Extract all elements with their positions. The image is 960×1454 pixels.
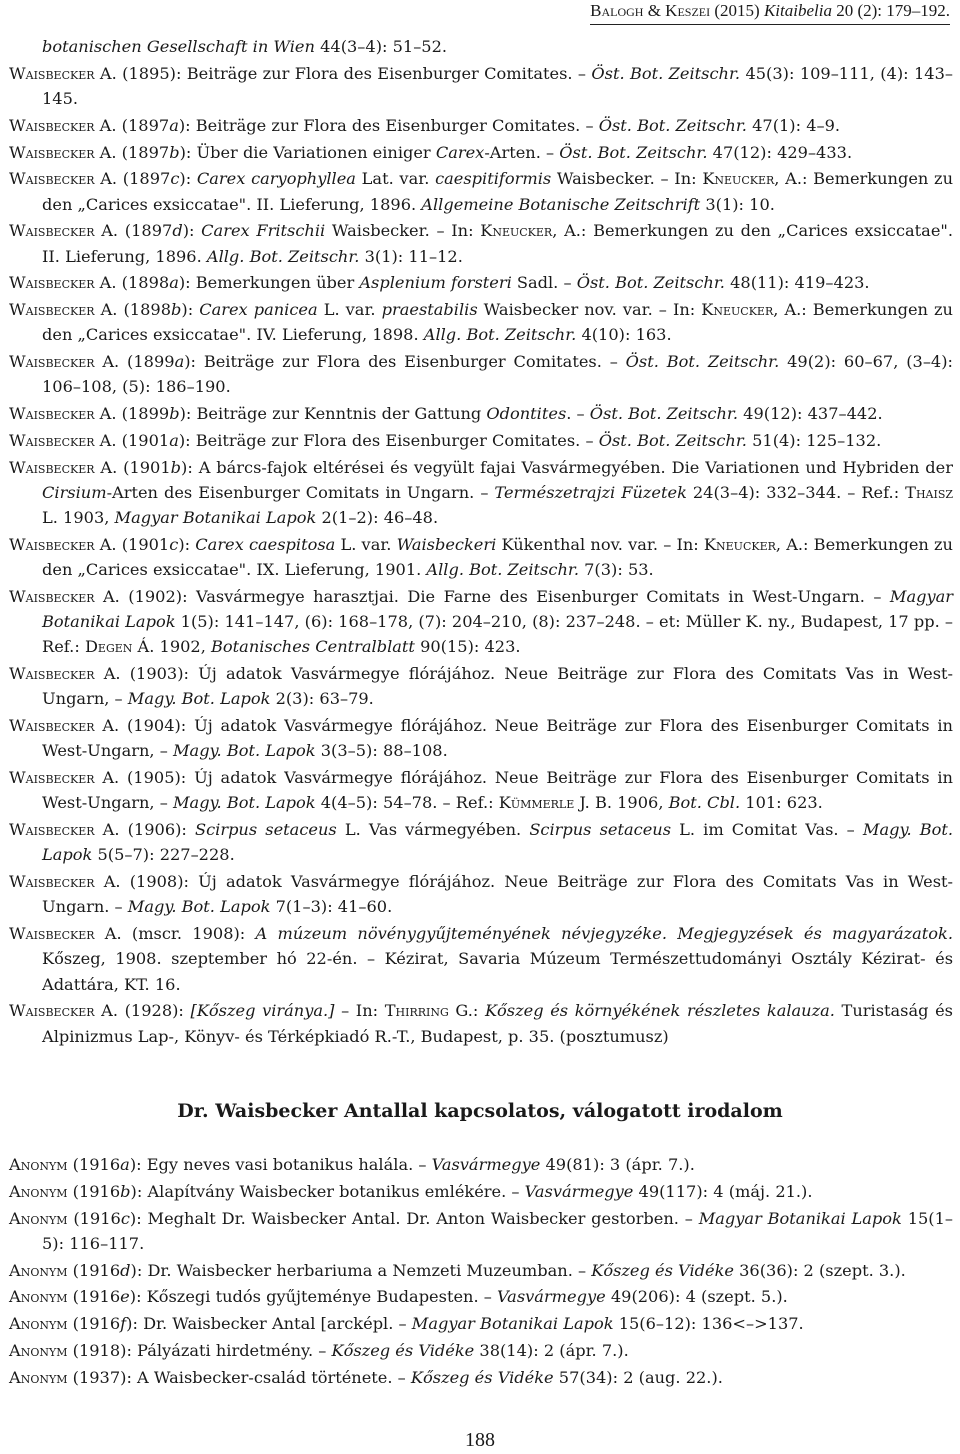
reference-text: (1897 (116, 115, 170, 135)
reference-author: Thaisz L. (42, 482, 954, 528)
reference-text: . – (566, 404, 590, 424)
reference-entry (9, 713, 953, 763)
reference-author: Waisbecker A. (9, 63, 117, 83)
reference-author: Anonym (9, 1208, 68, 1228)
reference-author: Waisbecker A. (9, 352, 120, 372)
reference-author: Waisbecker A. (9, 716, 120, 736)
reference-text: (1916 (67, 1181, 121, 1201)
reference-author: Waisbecker A. (9, 820, 120, 840)
header-volume: 20 (2): 179–192. (831, 1, 950, 20)
reference-text: ): Über die Variationen einiger (179, 142, 436, 162)
reference-italic-text: Allg. Bot. Zeitschr. (423, 325, 577, 345)
reference-entry (9, 817, 953, 867)
reference-text: (1899 (116, 404, 170, 424)
reference-italic-text: Scirpus setaceus (195, 820, 337, 840)
reference-text: 3(1): 10. (700, 194, 775, 214)
reference-italic-text: Öst. Bot. Zeitschr. (598, 430, 747, 450)
reference-text: ): Beiträge zur Kenntnis der Gattung (179, 404, 487, 424)
reference-italic-text: Kőszeg és Vidéke (410, 1367, 554, 1387)
reference-italic-text: [Kőszeg viránya.] (190, 1001, 335, 1021)
reference-text: 4(10): 163. (576, 325, 672, 345)
reference-text: Kükenthal nov. var. – In: (496, 534, 704, 554)
reference-text: 51(4): 125–132. (746, 430, 882, 450)
reference-italic-text: Magyar Botanikai Lapok (698, 1208, 902, 1228)
reference-italic-text: Magyar Botanikai Lapok (114, 508, 317, 528)
reference-entry (9, 765, 953, 815)
reference-italic-text: a (120, 1155, 130, 1174)
reference-author: Kneucker, A. (701, 300, 802, 320)
reference-italic-text: Allg. Bot. Zeitschr. (426, 560, 579, 580)
reference-italic-text: b (169, 142, 180, 162)
reference-italic-text: Magy. Bot. Lapok (172, 793, 316, 813)
reference-text: L. Vas vármegyében. (336, 820, 530, 840)
reference-italic-text: c (120, 1208, 130, 1228)
reference-text: 2(1–2): 46–48. (316, 508, 439, 528)
reference-entry (9, 921, 953, 997)
reference-text: (1899 (119, 352, 175, 372)
reference-text: 48(11): 419–423. (724, 273, 870, 293)
reference-italic-text: Öst. Bot. Zeitschr. (589, 404, 739, 424)
reference-text: 49(12): 437–442. (738, 404, 883, 424)
reference-italic-text: Öst. Bot. Zeitschr. (598, 115, 747, 135)
reference-italic-text: Carex caespitosa (195, 534, 336, 554)
reference-italic-text: Vasvármegye (496, 1287, 606, 1307)
reference-italic-text: A múzeum növénygyűjteményének névjegyzéke. Megjegyzések és magyarázatok. (255, 924, 953, 944)
reference-author: Waisbecker A. (9, 924, 122, 944)
reference-author: Waisbecker A. (9, 1001, 118, 1021)
reference-text: 44(3–4): 51–52. (314, 37, 448, 56)
running-header-text (590, 1, 950, 20)
reference-italic-text: d (172, 221, 183, 241)
reference-entry (9, 270, 953, 295)
reference-text: (1901 (116, 534, 170, 554)
reference-entry (9, 1338, 953, 1363)
reference-entry (9, 1284, 953, 1309)
reference-entry (9, 349, 953, 399)
reference-author: Anonym (9, 1287, 68, 1307)
reference-entry (9, 166, 953, 216)
reference-italic-text: Öst. Bot. Zeitschr. (591, 63, 741, 83)
reference-entry (9, 401, 953, 426)
reference-italic-text: Öst. Bot. Zeitschr. (625, 352, 780, 372)
reference-text: (1916 (67, 1155, 121, 1174)
reference-author: Waisbecker A. (9, 300, 118, 320)
reference-text: (1937): A Waisbecker-család története. – (67, 1367, 411, 1387)
running-header (590, 0, 950, 25)
reference-italic-text: Természetrajzi Füzetek (494, 482, 687, 502)
reference-author: Anonym (9, 1155, 68, 1174)
reference-author: Waisbecker A. (9, 768, 120, 788)
reference-italic-text: Vasvármegye (524, 1181, 634, 1201)
reference-author: Waisbecker A. (9, 404, 117, 424)
reference-italic-text: Öst. Bot. Zeitschr. (559, 142, 708, 162)
reference-author: Waisbecker A. (9, 221, 119, 241)
reference-author: Waisbecker A. (9, 169, 118, 189)
reference-text: L. var. (335, 534, 397, 554)
reference-text: (1906): (119, 820, 195, 840)
reference-italic-text: a (174, 352, 185, 372)
page-number: 188 (465, 1429, 495, 1451)
reference-text: ): Dr. Waisbecker Antal [arcképl. – (126, 1314, 412, 1334)
reference-author: Waisbecker A. (9, 430, 117, 450)
reference-entry (9, 428, 953, 453)
reference-text: 4(4–5): 54–78. – Ref.: (315, 793, 499, 813)
reference-text: (1897 (118, 221, 173, 241)
reference-italic-text: Magy. Bot. Lapok (172, 741, 316, 761)
reference-author: Waisbecker A. (9, 586, 120, 606)
reference-text: -Arten des Eisenburger Comitats in Ungarn. – (106, 482, 495, 502)
reference-text: ): A bárcs-fajok eltérései és vegyült fajai Vasvármegyében. Die Variationen und Hybriden der (181, 457, 953, 477)
reference-text: ): Beiträge zur Flora des Eisenburger Comitates. – (178, 430, 599, 450)
reference-italic-text: praestabilis (381, 300, 478, 320)
reference-author: Anonym (9, 1340, 68, 1360)
reference-italic-text: a (169, 430, 179, 450)
reference-italic-text: Carex (435, 142, 485, 162)
header-year: (2015) (710, 1, 764, 20)
reference-italic-text: Carex caryophyllea (196, 169, 356, 189)
reference-text: (1902): Vasvármegye harasztjai. Die Farne des Eisenburger Comitats in West-Ungarn. – (119, 586, 890, 606)
reference-list-related-literature (9, 1152, 953, 1392)
reference-text: (1916 (67, 1287, 121, 1307)
reference-text: ): Dr. Waisbecker herbariuma a Nemzeti Muzeumban. – (130, 1260, 592, 1280)
reference-entry (9, 532, 953, 582)
reference-italic-text: c (170, 169, 180, 189)
reference-entry (9, 1258, 953, 1283)
reference-list-waisbecker (9, 34, 953, 1050)
section-title: Dr. Waisbecker Antallal kapcsolatos, válogatott irodalom (177, 1100, 783, 1122)
reference-text: L. var. (317, 300, 382, 320)
reference-italic-text: Botanisches Centralblatt (211, 637, 415, 657)
reference-entry (9, 1311, 953, 1336)
reference-text: L. im Comitat Vas. – (671, 820, 863, 840)
reference-author: Waisbecker A. (9, 273, 117, 293)
reference-text: ): (182, 221, 202, 241)
reference-text: (1895): Beiträge zur Flora des Eisenburger Comitates. – (116, 63, 592, 83)
reference-text: ): Meghalt Dr. Waisbecker Antal. Dr. Anton Waisbecker gestorben. – (129, 1208, 699, 1228)
reference-text: 3(1): 11–12. (359, 246, 463, 266)
reference-text: 49(117): 4 (máj. 21.). (633, 1181, 813, 1201)
reference-entry (9, 297, 953, 347)
reference-italic-text: Odontites (486, 404, 567, 424)
reference-text: 57(34): 2 (aug. 22.). (553, 1367, 723, 1387)
reference-text: Waisbecker. – In: (551, 169, 703, 189)
reference-text: Waisbecker nov. var. – In: (477, 300, 702, 320)
reference-text: Kőszeg, 1908. szeptember hó 22-én. – Kézirat, Savaria Múzeum Természettudományi Osztály Kézirat- és Adattára, KT. 16. (42, 949, 953, 994)
reference-italic-text: caespitiformis (435, 169, 552, 189)
reference-text: 24(3–4): 332–344. – Ref.: (686, 482, 906, 502)
reference-text: ): Egy neves vasi botanikus halála. – (129, 1155, 432, 1174)
reference-text: 38(14): 2 (ápr. 7.). (474, 1340, 629, 1360)
reference-author: Anonym (9, 1314, 68, 1334)
reference-text: 5(5–7): 227–228. (92, 845, 235, 865)
reference-text: (1916 (67, 1314, 121, 1334)
reference-italic-text: Magy. Bot. Lapok (127, 689, 271, 709)
reference-author: Thirring G. (384, 1001, 473, 1021)
reference-italic-text: Allgemeine Botanische Zeitschrift (421, 194, 701, 214)
reference-text: (1897 (117, 169, 171, 189)
reference-italic-text: a (169, 273, 179, 293)
reference-text: 3(3–5): 88–108. (315, 741, 448, 761)
reference-text: 1(5): 141–147, (6): 168–178, (7): 204–210, (8): 237–248. – et: Müller K. ny., Budapest, 17 pp. – Ref.: (42, 612, 953, 657)
reference-italic-text: f (120, 1314, 127, 1334)
reference-text: 2(3): 63–79. (270, 689, 374, 709)
reference-entry (9, 140, 953, 165)
reference-entry (9, 113, 953, 138)
reference-entry (9, 1179, 953, 1204)
reference-italic-text: Öst. Bot. Zeitschr. (576, 273, 725, 293)
reference-entry (9, 661, 953, 711)
reference-text: 101: 623. (740, 793, 823, 813)
reference-italic-text: Cirsium (42, 482, 107, 502)
reference-entry (9, 998, 953, 1048)
reference-text: 90(15): 423. (414, 637, 521, 657)
reference-text: 1903, (57, 508, 115, 528)
reference-text: Turistaság és Alpinizmus Lap-, Könyv- és Térképkiadó R.-T., Budapest, p. 35. (posztumusz) (42, 1001, 953, 1046)
reference-text: (1908): Új adatok Vasvármegye flórájához. Neue Beiträge zur Flora des Comitats Vas in West-Ungarn. – (42, 872, 953, 917)
reference-text: (mscr. 1908): (121, 924, 256, 944)
reference-text: ): (179, 169, 197, 189)
reference-text: 1906, (611, 793, 669, 813)
reference-author: Kneucker, A. (480, 221, 581, 241)
reference-author: Waisbecker A. (9, 534, 117, 554)
reference-italic-text: b (120, 1181, 131, 1201)
reference-italic-text: Kőszeg és környékének részletes kalauza. (484, 1001, 835, 1021)
reference-text: 15(1–5): 116–117. (42, 1208, 953, 1253)
reference-entry (9, 1365, 953, 1390)
reference-text: ): (181, 300, 200, 320)
reference-text: : (472, 1001, 485, 1021)
reference-author: Waisbecker A. (9, 142, 117, 162)
reference-text: (1897 (116, 142, 170, 162)
reference-text: (1901 (117, 457, 171, 477)
reference-author: Anonym (9, 1260, 68, 1280)
reference-author: Waisbecker A. (9, 115, 117, 135)
reference-text: ): Alapítvány Waisbecker botanikus emlékére. – (130, 1181, 525, 1201)
reference-italic-text: Carex Fritschii (201, 221, 326, 241)
reference-author: Kneucker, A. (703, 534, 804, 554)
reference-entry (9, 455, 953, 531)
reference-italic-text: a (169, 115, 179, 135)
reference-italic-text: Magyar Botanikai Lapok (411, 1314, 614, 1334)
reference-text: 7(1–3): 41–60. (270, 897, 393, 917)
reference-italic-text: Magyar Botanikai Lapok (42, 586, 953, 632)
reference-italic-text: Vasvármegye (431, 1155, 541, 1174)
reference-italic-text: botanischen Gesellschaft in Wien (42, 37, 315, 56)
reference-text: : Bemerkungen zu den „Carices exsiccatae". IX. Lieferung, 1901. (42, 534, 953, 580)
reference-italic-text: b (171, 300, 182, 320)
reference-author: Waisbecker A. (9, 457, 118, 477)
reference-author: Anonym (9, 1367, 68, 1387)
reference-text: Lat. var. (355, 169, 436, 189)
reference-italic-text: Asplenium forsteri (359, 273, 512, 293)
reference-text: (1918): Pályázati hirdetmény. – (67, 1340, 332, 1360)
reference-text: -Arten. – (484, 142, 560, 162)
header-journal: Kitaibelia (763, 1, 832, 20)
reference-italic-text: Waisbeckeri (396, 534, 497, 554)
reference-text: ): Kőszegi tudós gyűjteménye Budapesten. – (129, 1287, 497, 1307)
reference-entry (9, 34, 953, 59)
reference-entry (9, 1206, 953, 1256)
reference-text: 49(2): 60–67, (3–4): 106–108, (5): 186–190. (42, 352, 953, 397)
reference-text: ): Beiträge zur Flora des Eisenburger Comitates. – (178, 115, 599, 135)
reference-text: 1902, (154, 637, 212, 657)
reference-italic-text: c (169, 534, 179, 554)
reference-text: ): Beiträge zur Flora des Eisenburger Comitates. – (184, 352, 626, 372)
reference-text: (1916 (67, 1260, 121, 1280)
reference-author: Kneucker, A. (702, 169, 802, 189)
reference-entry (9, 218, 953, 268)
reference-text: – In: (334, 1001, 385, 1021)
reference-italic-text: Magy. Bot. Lapok (42, 820, 954, 865)
reference-italic-text: Kőszeg és Vidéke (331, 1340, 475, 1360)
reference-text: 45(3): 109–111, (4): 143–145. (42, 63, 953, 108)
reference-entry (9, 584, 953, 660)
reference-author: Waisbecker A. (9, 664, 121, 684)
reference-italic-text: Kőszeg és Vidéke (591, 1260, 734, 1280)
reference-text: 15(6–12): 136<–>137. (613, 1314, 804, 1334)
reference-text: 36(36): 2 (szept. 3.). (733, 1260, 906, 1280)
reference-text: (1898 (116, 273, 170, 293)
reference-text: Waisbecker. – In: (325, 221, 481, 241)
reference-italic-text: e (120, 1287, 130, 1307)
reference-entry (9, 61, 953, 111)
reference-text: (1928): (117, 1001, 191, 1021)
header-authors: Balogh & Keszei (590, 1, 711, 20)
reference-text: (1905): Új adatok Vasvármegye flórájához. Neue Beiträge zur Flora des Eisenburger Comitats in West-Ungarn, – (42, 768, 953, 813)
reference-author: Anonym (9, 1181, 68, 1201)
reference-text: (1898 (117, 300, 171, 320)
reference-text: (1903): Új adatok Vasvármegye flórájához. Neue Beiträge zur Flora des Comitats Vas in West-Ungarn, – (42, 664, 953, 709)
reference-text: Sadl. – (511, 273, 577, 293)
reference-text: 49(81): 3 (ápr. 7.). (540, 1155, 695, 1174)
reference-author: Waisbecker A. (9, 872, 121, 892)
reference-text: ): (178, 534, 196, 554)
reference-text: 47(12): 429–433. (707, 142, 853, 162)
reference-text: 49(206): 4 (szept. 5.). (605, 1287, 788, 1307)
reference-text: (1901 (116, 430, 170, 450)
reference-text: : Bemerkungen zu den „Carices exsiccatae". IV. Lieferung, 1898. (42, 300, 953, 345)
reference-author: Degen Á. (84, 637, 155, 657)
reference-author: Kümmerle J. B. (498, 793, 612, 813)
reference-entry (9, 1152, 953, 1177)
reference-italic-text: d (120, 1260, 131, 1280)
reference-text: : Bemerkungen zu den „Carices exsiccatae". II. Lieferung, 1896. (42, 169, 953, 214)
reference-italic-text: Bot. Cbl. (668, 793, 741, 813)
reference-italic-text: b (169, 404, 180, 424)
reference-text: : Bemerkungen zu den „Carices exsiccatae". II. Lieferung, 1896. (42, 221, 953, 266)
reference-text: 7(3): 53. (578, 560, 654, 580)
reference-italic-text: Carex panicea (199, 300, 318, 320)
reference-text: ): Bemerkungen über (178, 273, 360, 293)
reference-italic-text: Magy. Bot. Lapok (127, 897, 271, 917)
reference-italic-text: Scirpus setaceus (529, 820, 672, 840)
reference-text: (1904): Új adatok Vasvármegye flórájához. Neue Beiträge zur Flora des Eisenburger Comitats in West-Ungarn, – (42, 716, 953, 761)
reference-italic-text: b (170, 457, 182, 477)
reference-italic-text: Allg. Bot. Zeitschr. (206, 246, 360, 266)
reference-entry (9, 869, 953, 919)
reference-text: (1916 (67, 1208, 121, 1228)
reference-text: 47(1): 4–9. (746, 115, 841, 135)
